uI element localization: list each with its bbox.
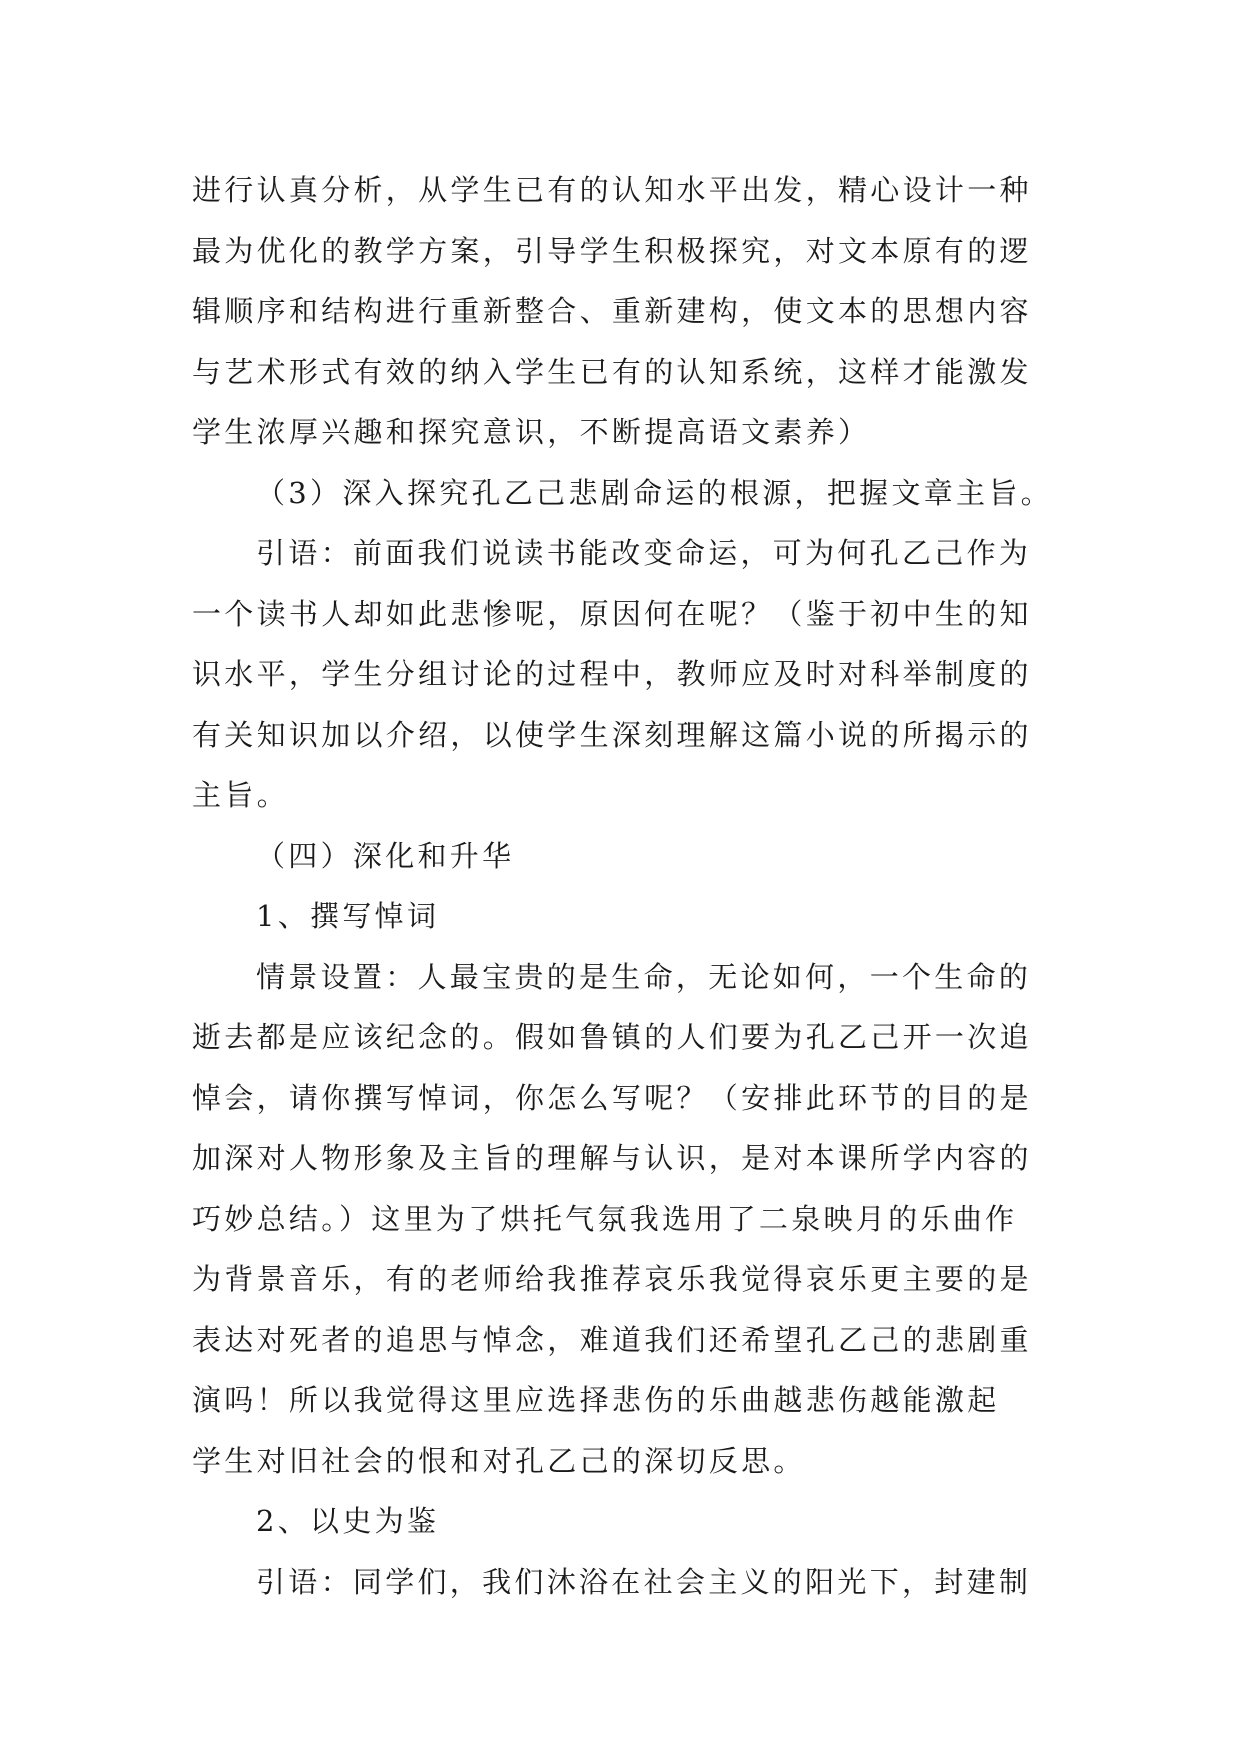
paragraph-start: 引语：同学们，我们沐浴在社会主义的阳光下，封建制 bbox=[256, 1564, 1032, 1599]
text-line: 悼会，请你撰写悼词，你怎么写呢？（安排此环节的目的是 bbox=[192, 1080, 1032, 1115]
section-heading: （四）深化和升华 bbox=[256, 838, 515, 873]
paragraph-start: 情景设置：人最宝贵的是生命，无论如何，一个生命的 bbox=[256, 959, 1032, 994]
text-line: 辑顺序和结构进行重新整合、重新建构，使文本的思想内容 bbox=[192, 294, 1032, 328]
document-body bbox=[192, 160, 1052, 1612]
text-line: 表达对死者的追思与悼念，难道我们还希望孔乙己的悲剧重 bbox=[192, 1322, 1032, 1357]
text-line: 识水平，学生分组讨论的过程中，教师应及时对科举制度的 bbox=[192, 657, 1032, 691]
text-line: 演吗！所以我觉得这里应选择悲伤的乐曲越悲伤越能激起 bbox=[192, 1383, 1000, 1417]
text-line: 巧妙总结。）这里为了烘托气氛我选用了二泉映月的乐曲作 bbox=[192, 1201, 1018, 1236]
text-line: 进行认真分析，从学生已有的认知水平出发，精心设计一种 bbox=[192, 173, 1032, 207]
subsection-heading: 1、撰写悼词 bbox=[256, 899, 440, 933]
text-line: 逝去都是应该纪念的。假如鲁镇的人们要为孔乙己开一次追 bbox=[192, 1020, 1032, 1054]
text-line: 有关知识加以介绍，以使学生深刻理解这篇小说的所揭示的 bbox=[192, 717, 1032, 752]
subsection-heading: 2、以史为鉴 bbox=[256, 1504, 440, 1538]
text-line: 一个读书人却如此悲惨呢，原因何在呢？（鉴于初中生的知 bbox=[192, 596, 1032, 631]
text-line: 与艺术形式有效的纳入学生已有的认知系统，这样才能激发 bbox=[192, 354, 1032, 389]
text-line: 为背景音乐，有的老师给我推荐哀乐我觉得哀乐更主要的是 bbox=[192, 1262, 1032, 1296]
paragraph-start: 引语：前面我们说读书能改变命运，可为何孔乙己作为 bbox=[256, 536, 1032, 570]
text-line: 学生对旧社会的恨和对孔乙己的深切反思。 bbox=[192, 1443, 806, 1478]
section-heading: （3）深入探究孔乙己悲剧命运的根源，把握文章主旨。 bbox=[256, 475, 1053, 510]
text-line: 加深对人物形象及主旨的理解与认识，是对本课所学内容的 bbox=[192, 1141, 1032, 1175]
text-line: 学生浓厚兴趣和探究意识，不断提高语文素养） bbox=[192, 415, 871, 449]
text-line: 最为优化的教学方案，引导学生积极探究，对文本原有的逻 bbox=[192, 233, 1032, 268]
text-line: 主旨。 bbox=[192, 778, 289, 812]
